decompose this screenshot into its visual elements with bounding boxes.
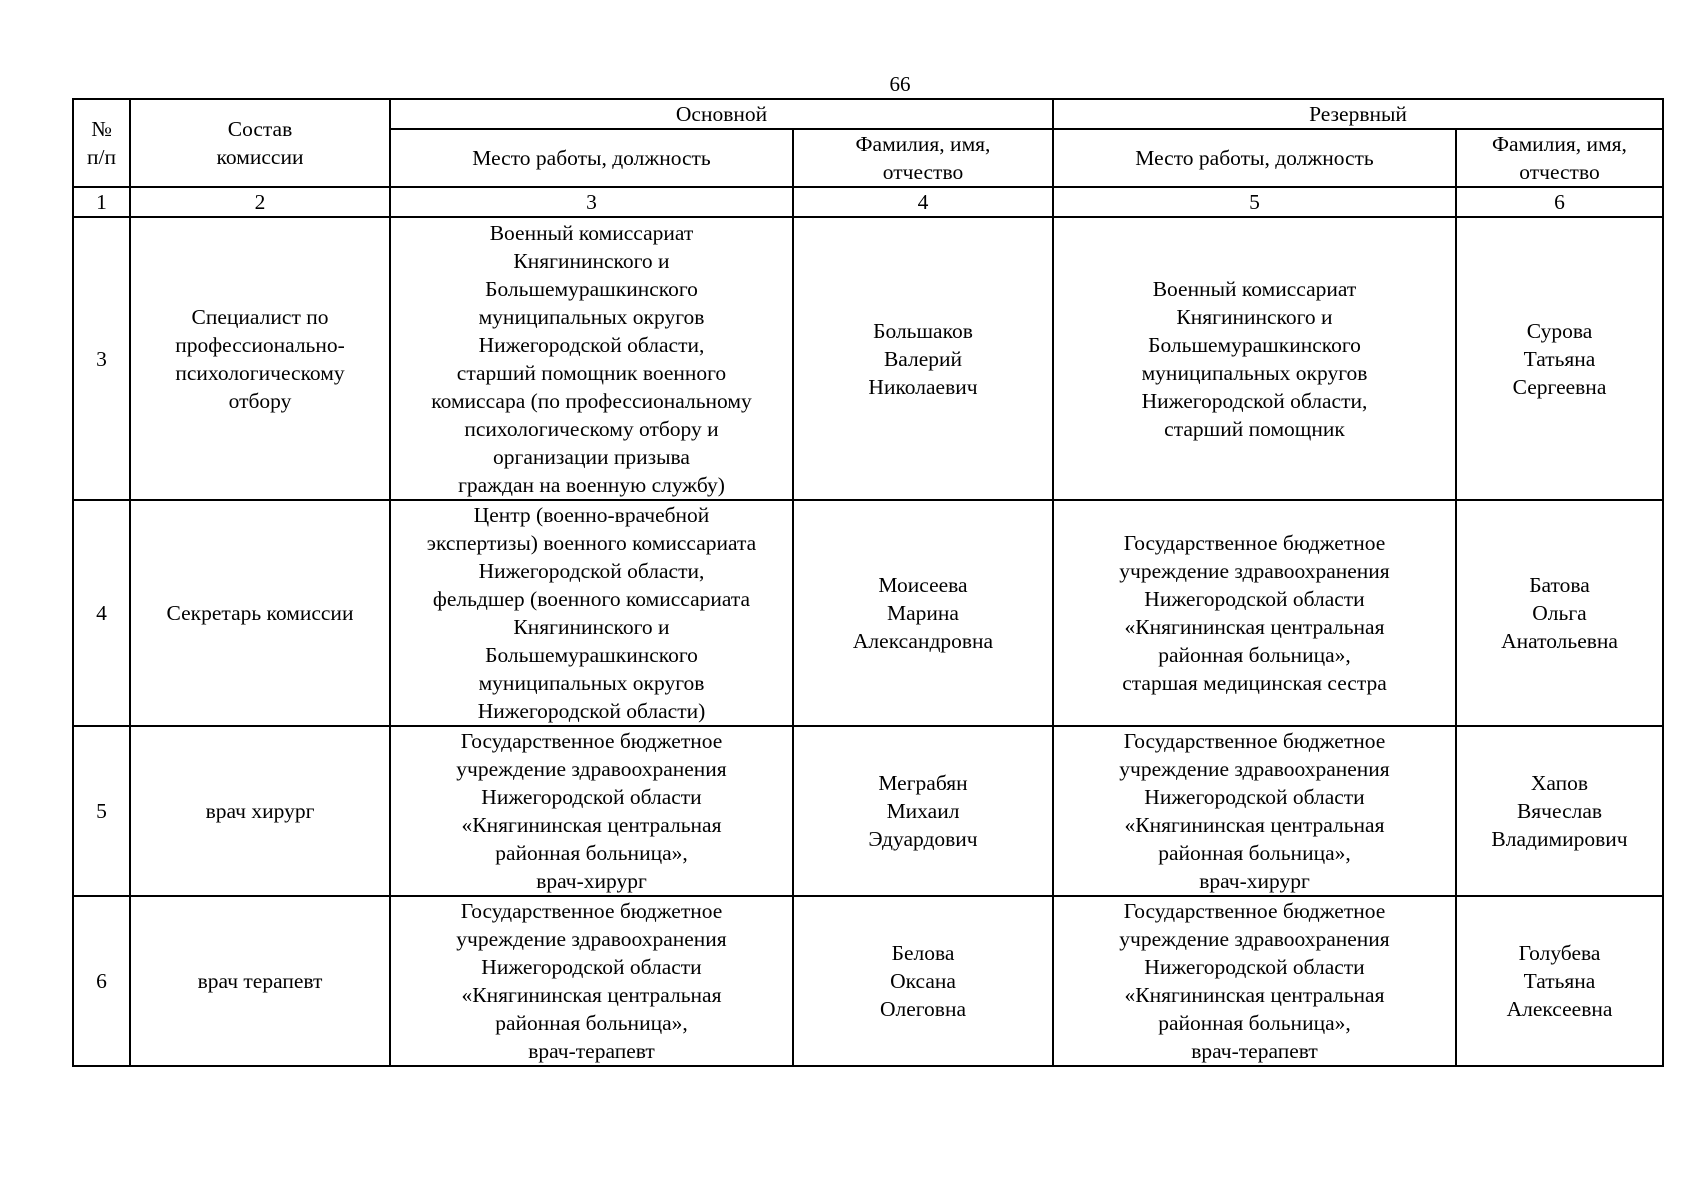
row-main-workplace: Центр (военно-врачебной экспертизы) военного комиссариата Нижегородской области, фельдшер (военного комиссариата Княгининского и Большемурашкинского муниципальных округов Нижегородской области): [390, 500, 793, 726]
header-row-1: [73, 99, 1663, 129]
header-reserve: Резервный: [1053, 99, 1663, 129]
row-main-workplace: Государственное бюджетное учреждение здравоохранения Нижегородской области «Княгининская центральная районная больница», врач-терапевт: [390, 896, 793, 1066]
column-number: 6: [1456, 187, 1663, 217]
page-number: 66: [889, 72, 911, 96]
row-role: Секретарь комиссии: [130, 500, 390, 726]
header-main-workplace: Место работы, должность: [390, 129, 793, 187]
table-row: [73, 217, 1663, 500]
row-role: Специалист по профессионально- психологическому отбору: [130, 217, 390, 500]
header-reserve-fio: Фамилия, имя, отчество: [1456, 129, 1663, 187]
row-reserve-workplace: Военный комиссариат Княгининского и Большемурашкинского муниципальных округов Нижегородской области, старший помощник: [1053, 217, 1456, 500]
row-main-workplace: Государственное бюджетное учреждение здравоохранения Нижегородской области «Княгининская центральная районная больница», врач-хирург: [390, 726, 793, 896]
commission-table: [72, 98, 1664, 1067]
row-main-workplace: Военный комиссариат Княгининского и Большемурашкинского муниципальных округов Нижегородской области, старший помощник военного комиссара (по профессиональному психологическому отбору и организации призыва граждан на военную службу): [390, 217, 793, 500]
table-row: [73, 896, 1663, 1066]
row-number: 4: [73, 500, 130, 726]
row-number: 6: [73, 896, 130, 1066]
row-main-fio: Меграбян Михаил Эдуардович: [793, 726, 1053, 896]
row-number: 5: [73, 726, 130, 896]
row-main-fio: Белова Оксана Олеговна: [793, 896, 1053, 1066]
column-number-row: [73, 187, 1663, 217]
table-row: [73, 726, 1663, 896]
header-reserve-workplace: Место работы, должность: [1053, 129, 1456, 187]
row-reserve-fio: Батова Ольга Анатольевна: [1456, 500, 1663, 726]
row-main-fio: Большаков Валерий Николаевич: [793, 217, 1053, 500]
row-role: врач хирург: [130, 726, 390, 896]
header-num: № п/п: [73, 99, 130, 187]
row-reserve-workplace: Государственное бюджетное учреждение здравоохранения Нижегородской области «Княгининская центральная районная больница», врач-хирург: [1053, 726, 1456, 896]
row-role: врач терапевт: [130, 896, 390, 1066]
column-number: 4: [793, 187, 1053, 217]
header-main-fio: Фамилия, имя, отчество: [793, 129, 1053, 187]
row-reserve-workplace: Государственное бюджетное учреждение здравоохранения Нижегородской области «Княгининская центральная районная больница», врач-терапевт: [1053, 896, 1456, 1066]
column-number: 5: [1053, 187, 1456, 217]
row-number: 3: [73, 217, 130, 500]
column-number: 1: [73, 187, 130, 217]
row-reserve-fio: Сурова Татьяна Сергеевна: [1456, 217, 1663, 500]
row-reserve-workplace: Государственное бюджетное учреждение здравоохранения Нижегородской области «Княгининская центральная районная больница», старшая медицинская сестра: [1053, 500, 1456, 726]
table-row: [73, 500, 1663, 726]
row-reserve-fio: Голубева Татьяна Алексеевна: [1456, 896, 1663, 1066]
row-reserve-fio: Хапов Вячеслав Владимирович: [1456, 726, 1663, 896]
row-main-fio: Моисеева Марина Александровна: [793, 500, 1053, 726]
header-composition: Состав комиссии: [130, 99, 390, 187]
header-main: Основной: [390, 99, 1053, 129]
column-number: 3: [390, 187, 793, 217]
column-number: 2: [130, 187, 390, 217]
